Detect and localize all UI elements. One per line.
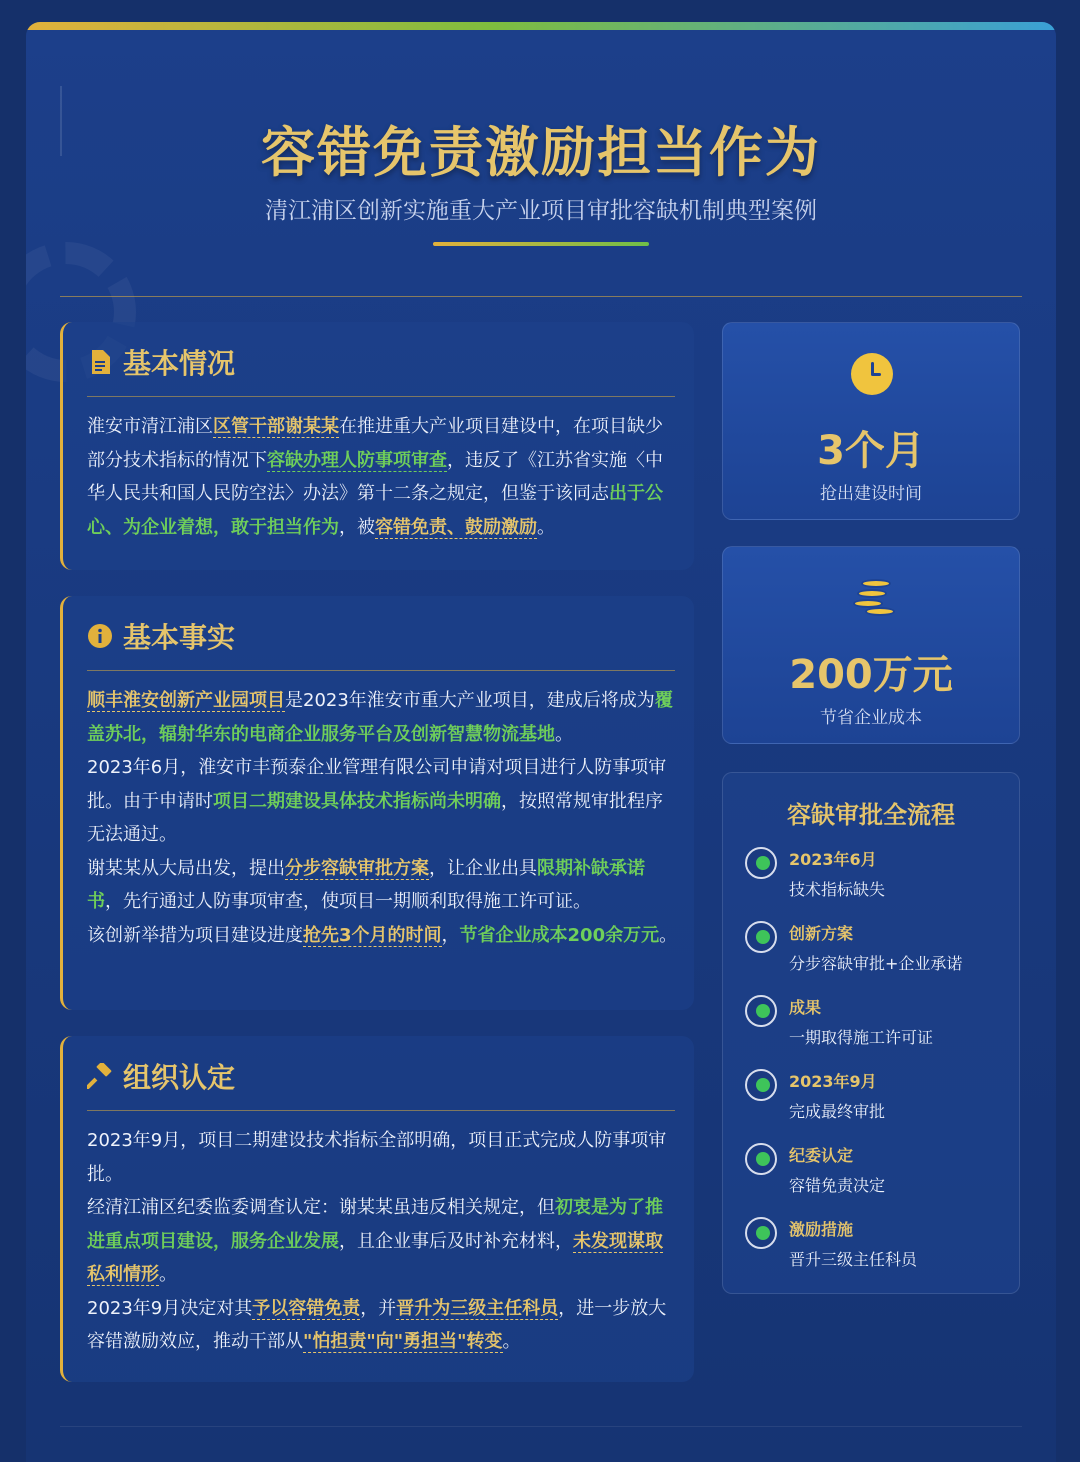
- body-text: ，让企业出具: [429, 857, 537, 879]
- body-text: 经清江浦区纪委监委调查认定：谢某某虽违反相关规定，但: [87, 1197, 555, 1218]
- section-paragraph: [87, 1292, 679, 1359]
- highlight-text: 区管干部谢某某: [213, 416, 339, 437]
- process-step: [745, 845, 1005, 911]
- body-text: ，被: [339, 516, 375, 538]
- highlight-text: 未发现谋取私利情形: [87, 1230, 663, 1285]
- body-text: 谢某某从大局出发，提出: [87, 857, 285, 879]
- section-paragraph: [87, 1124, 679, 1191]
- step-marker-icon: [745, 1069, 777, 1101]
- highlight-text: 出于公心、为企业着想，敢于担当作为: [87, 483, 663, 538]
- highlight-text: 抢先3个月的时间: [303, 924, 442, 946]
- step-marker-icon: [745, 995, 777, 1027]
- process-step: [745, 1067, 1005, 1133]
- process-step: [745, 1215, 1005, 1281]
- body-text: ，: [441, 924, 460, 946]
- section-body: [87, 684, 679, 952]
- highlight-text: 节省企业成本200余万元: [459, 924, 660, 946]
- section-organizational-finding: [60, 1036, 694, 1382]
- clock-icon: [851, 353, 893, 395]
- section-paragraph: [87, 684, 679, 751]
- body-text: 该创新举措为项目建设进度: [87, 924, 303, 946]
- highlight-text: 覆盖苏北，辐射华东的电商企业服务平台及创新智慧物流基地: [87, 690, 673, 745]
- step-title: 2023年9月: [789, 1072, 877, 1091]
- body-text: 在推进重大产业项目建设中，在项目缺少部分技术指标的情况下: [87, 416, 663, 471]
- process-step: [745, 1141, 1005, 1207]
- gavel-icon: [87, 1063, 113, 1089]
- section-paragraph: [87, 852, 679, 919]
- step-title: 成果: [789, 998, 822, 1017]
- section-body: [87, 410, 679, 544]
- stat-value: 200万元: [789, 652, 953, 698]
- coins-icon: [849, 575, 895, 621]
- section-title: 组织认定: [123, 1061, 236, 1094]
- header-rule: [60, 296, 1022, 297]
- step-desc: 技术指标缺失: [789, 880, 886, 899]
- body-text: 2023年6月，淮安市丰预泰企业管理有限公司申请对项目进行人防事项审批。由于申请时: [87, 757, 667, 812]
- process-step: [745, 919, 1005, 985]
- infographic-frame: [26, 22, 1056, 1462]
- bottom-rule: [60, 1426, 1022, 1427]
- stat-label: 抢出建设时间: [820, 484, 922, 504]
- highlight-text: "怕担责"向"勇担当"转变: [303, 1331, 503, 1352]
- process-step: [745, 993, 1005, 1059]
- body-text: ，且企业事后及时补充材料，: [339, 1230, 573, 1252]
- body-text: ，先行通过人防事项审查，使项目一期顺利取得施工许可证。: [105, 891, 591, 912]
- process-panel: [722, 772, 1020, 1294]
- body-text: 。: [159, 1264, 177, 1285]
- section-title: 基本情况: [123, 347, 236, 380]
- body-text: 。: [502, 1331, 521, 1352]
- body-text: 淮安市清江浦区: [87, 416, 213, 437]
- highlight-text: 容错免责、鼓励激励: [375, 516, 537, 538]
- body-text: 是2023年淮安市重大产业项目，建成后将成为: [285, 690, 655, 711]
- page-subtitle: 清江浦区创新实施重大产业项目审批容缺机制典型案例: [265, 198, 817, 224]
- step-title: 创新方案: [789, 924, 854, 943]
- step-marker-icon: [745, 847, 777, 879]
- step-desc: 晋升三级主任科员: [789, 1250, 918, 1269]
- section-title: 基本事实: [123, 621, 236, 654]
- stat-card-time: [722, 322, 1020, 520]
- section-rule: [87, 1110, 675, 1111]
- body-text: 2023年9月决定对其: [87, 1297, 253, 1319]
- document-icon: [87, 349, 113, 375]
- section-paragraph: [87, 410, 679, 544]
- section-paragraph: [87, 1191, 679, 1292]
- stat-label: 节省企业成本: [820, 708, 922, 728]
- section-rule: [87, 396, 675, 397]
- body-text: ，违反了《江苏省实施〈中华人民共和国人民防空法〉办法》第十二条之规定，但鉴于该同志: [87, 449, 663, 504]
- highlight-text: 予以容错免责: [252, 1297, 361, 1319]
- section-paragraph: [87, 919, 679, 953]
- section-basic-situation: [60, 322, 694, 570]
- body-text: 。: [555, 723, 573, 745]
- highlight-text: 顺丰淮安创新产业园项目: [87, 690, 285, 711]
- body-text: 。: [537, 516, 555, 538]
- section-basic-facts: [60, 596, 694, 1010]
- step-marker-icon: [745, 1143, 777, 1175]
- page-title: 容错免责激励担当作为: [261, 121, 821, 184]
- step-title: 2023年6月: [789, 850, 877, 869]
- step-marker-icon: [745, 921, 777, 953]
- highlight-text: 项目二期建设具体技术指标尚未明确: [213, 790, 501, 812]
- highlight-text: 初衷是为了推进重点项目建设，服务企业发展: [87, 1197, 663, 1252]
- body-text: 2023年9月，项目二期建设技术指标全部明确，项目正式完成人防事项审批。: [87, 1130, 667, 1185]
- info-icon: [87, 623, 113, 649]
- step-title: 激励措施: [789, 1220, 854, 1239]
- highlight-text: 晋升为三级主任科员: [396, 1297, 559, 1319]
- section-rule: [87, 670, 675, 671]
- stat-value: 3个月: [817, 428, 925, 474]
- section-paragraph: [87, 751, 679, 852]
- top-gradient-bar: [26, 22, 1056, 30]
- highlight-text: 分步容缺审批方案: [285, 857, 429, 879]
- body-text: ，按照常规审批程序无法通过。: [87, 790, 663, 845]
- step-desc: 完成最终审批: [789, 1102, 886, 1121]
- step-desc: 容错免责决定: [789, 1176, 886, 1195]
- highlight-text: 限期补缺承诺书: [87, 857, 645, 912]
- body-text: 。: [659, 924, 678, 946]
- step-desc: 分步容缺审批+企业承诺: [789, 954, 963, 973]
- step-marker-icon: [745, 1217, 777, 1249]
- section-body: [87, 1124, 679, 1359]
- subtitle-underline: [433, 242, 649, 246]
- step-desc: 一期取得施工许可证: [789, 1028, 934, 1047]
- highlight-text: 容缺办理人防事项审查: [267, 449, 447, 471]
- body-text: ，并: [360, 1297, 397, 1319]
- stat-card-cost: [722, 546, 1020, 744]
- body-text: ，进一步放大容错激励效应，推动干部从: [87, 1297, 667, 1352]
- process-title: 容缺审批全流程: [787, 801, 955, 829]
- step-title: 纪委认定: [789, 1146, 854, 1165]
